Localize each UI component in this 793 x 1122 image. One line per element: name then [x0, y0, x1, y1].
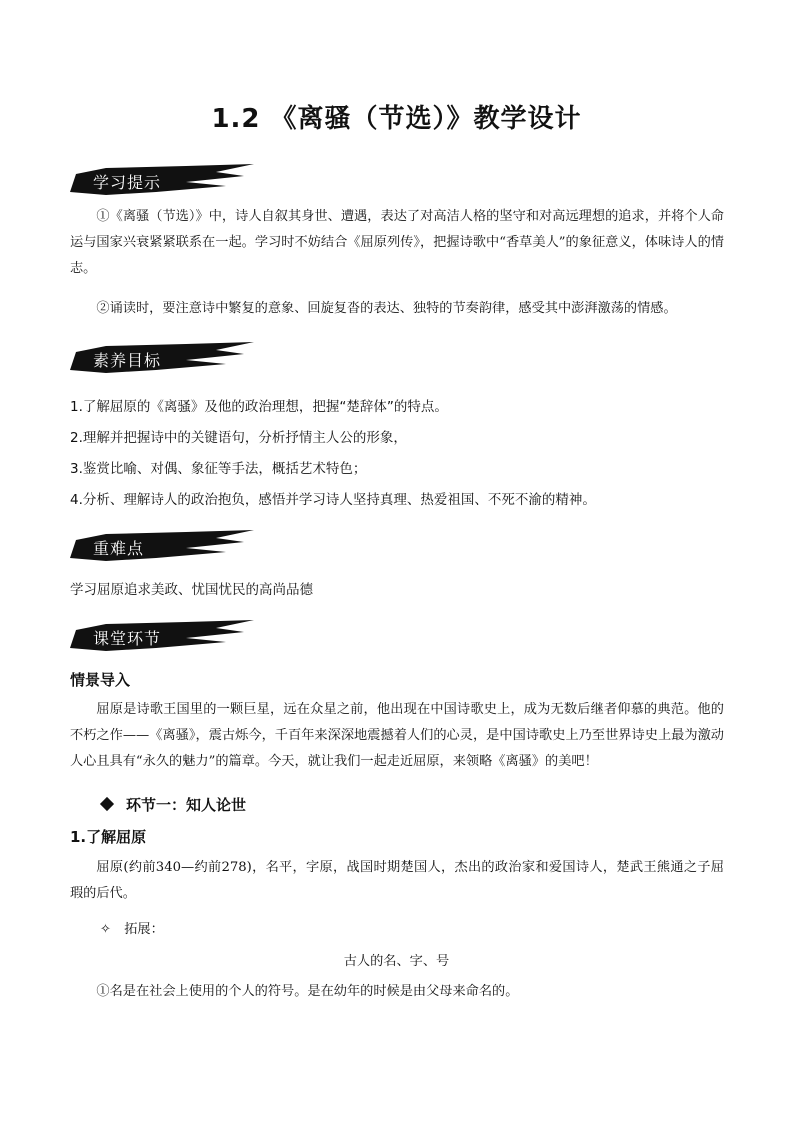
- step1-paragraph: 屈原(约前340—约前278)，名平，字原，战国时期楚国人，杰出的政治家和爱国诗人，楚武王熊通之子屈瑕的后代。: [70, 860, 724, 901]
- step1-subheading: 1.了解屈原: [70, 828, 147, 846]
- section-banner-goals: [66, 340, 256, 380]
- goal-item: 3.鉴赏比喻、对偶、象征等手法，概括艺术特色；: [70, 461, 367, 477]
- expand-label: ✧ 拓展：: [100, 922, 164, 937]
- keypoints-text: 学习屈原追求美政、忧国忧民的高尚品德: [70, 582, 313, 598]
- section-banner-keypoints: [66, 528, 256, 568]
- diamond-bullet-icon: [100, 797, 114, 811]
- section-label: 重难点: [93, 539, 145, 558]
- names-section-title: 古人的名、字、号: [343, 954, 450, 969]
- tips-paragraph-2: ②诵读时，要注意诗中繁复的意象、回旋复沓的表达、独特的节奏韵律，感受其中澎湃激荡的情感。: [96, 301, 677, 316]
- section-label: 学习提示: [93, 173, 162, 192]
- goal-item: 1.了解屈原的《离骚》及他的政治理想，把握“楚辞体”的特点。: [70, 399, 448, 415]
- goal-item: 2.理解并把握诗中的关键语句，分析抒情主人公的形象，: [70, 430, 407, 446]
- tips-paragraph-1: ①《离骚（节选）》中，诗人自叙其身世、遭遇，表达了对高洁人格的坚守和对高远理想的追求，并将个人命运与国家兴衰紧紧联系在一起。学习时不妨结合《屈原列传》，把握诗歌中“香草美人”的象征意义，体味诗人的情志。: [70, 209, 724, 276]
- page-title: 1.2 《离骚（节选）》教学设计: [211, 104, 582, 134]
- section-label: 素养目标: [93, 351, 162, 370]
- names-note-1: ①名是在社会上使用的个人的符号。是在幼年的时候是由父母来命名的。: [96, 984, 519, 999]
- step1-label: 环节一：知人论世: [126, 796, 247, 814]
- intro-paragraph: 屈原是诗歌王国里的一颗巨星，远在众星之前，他出现在中国诗歌史上，成为无数后继者仰慕的典范。他的不朽之作——《离骚》，震古烁今，千百年来深深地震撼着人们的心灵，是中国诗歌史上乃至世界诗史上最为激动人心且具有“永久的魅力”的篇章。今天，就让我们一起走近屈原，来领略《离骚》的美吧！: [70, 702, 724, 769]
- section-label: 课堂环节: [93, 629, 162, 648]
- section-banner-class: [66, 618, 256, 658]
- step1-heading: [102, 794, 246, 815]
- intro-heading: 情景导入: [70, 671, 131, 689]
- section-banner-tips: [66, 162, 256, 202]
- goal-item: 4.分析、理解诗人的政治抱负，感悟并学习诗人坚持真理、热爱祖国、不死不渝的精神。: [70, 492, 596, 508]
